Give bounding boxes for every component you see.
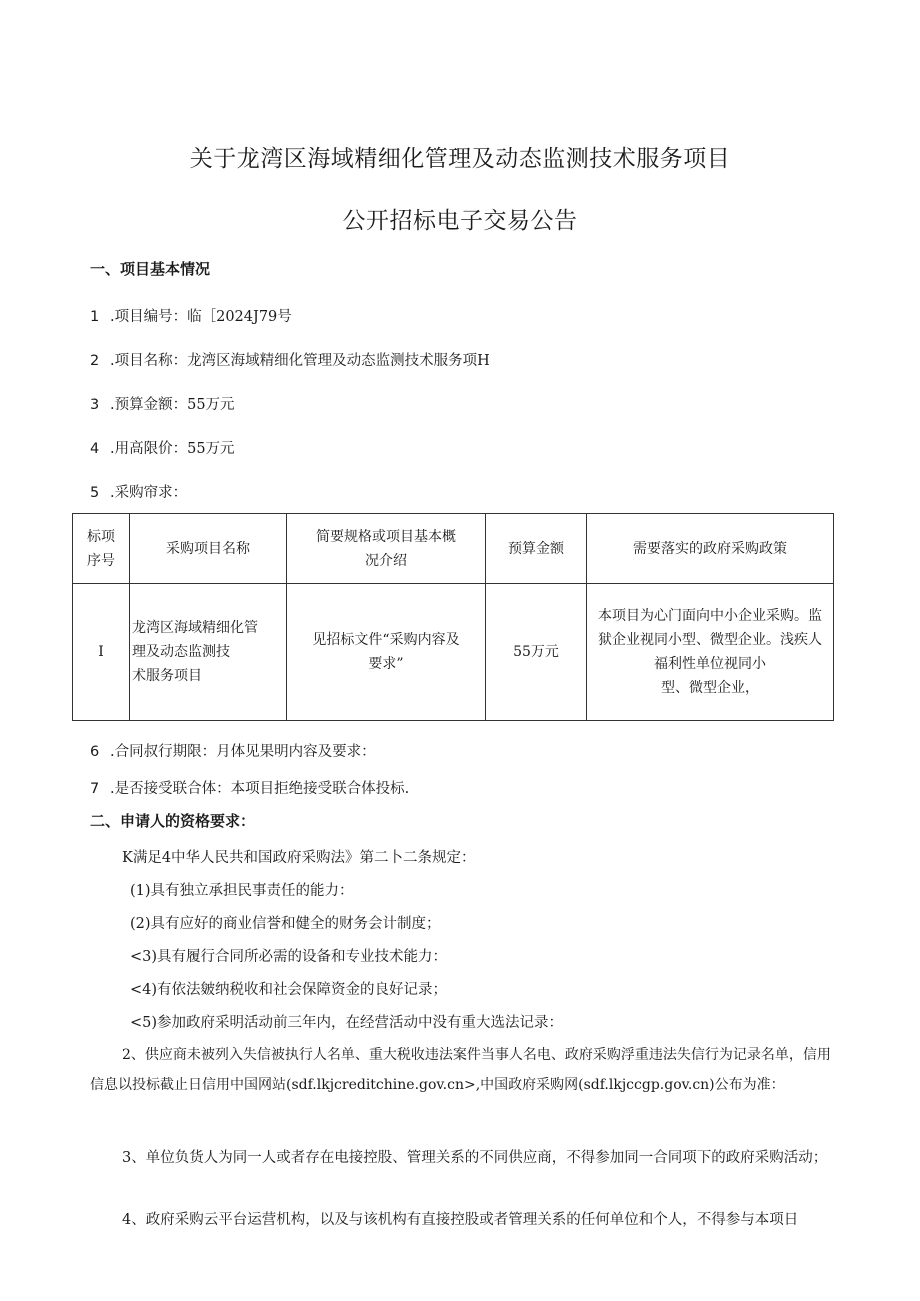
item-consortium — [90, 777, 409, 798]
condition-2: (2)具有应好的商业信誉和健全的财务会计制度； — [130, 916, 441, 932]
item-contract-period — [90, 740, 376, 761]
item-number: 1 — [90, 309, 100, 325]
condition-5: <5)参加政府采明活动前三年内，在经营活动中没有重大选法记录： — [130, 1015, 564, 1031]
section1-heading: 一、项目基本情况 — [90, 260, 211, 278]
table-header-row — [73, 514, 834, 584]
paragraph-affiliation: 3、单位负货人为同一人或者存在电接控股、管理关系的不同供应商，不得参加同一合同项下的政府采购活动； — [122, 1150, 828, 1166]
condition-1: (1)具有独立承担民事责任的能力： — [130, 883, 354, 899]
procurement-table — [72, 513, 834, 721]
header-budget: 预算金额 — [486, 514, 587, 584]
item-project-number — [90, 305, 292, 326]
item-number: 3 — [90, 397, 100, 413]
condition-3: <3)具有履行合同所必需的设备和专业技术能力： — [130, 949, 448, 965]
item-number: 7 — [90, 781, 100, 797]
cell-spec: 见招标文件“采购内容及 要求” — [287, 584, 486, 721]
item-budget — [90, 393, 235, 414]
item-number: 2 — [90, 353, 100, 369]
header-project-name: 采购项目名称 — [130, 514, 287, 584]
header-policy: 需要落实的政府采购政策 — [587, 514, 834, 584]
item-number: 4 — [90, 441, 100, 457]
item-text: .合同叔行期限：月体见果明内容及要求： — [110, 744, 376, 760]
header-spec: 简要规格或项目基本概 况介绍 — [287, 514, 486, 584]
section2-heading: 二、申请人的资格要求： — [90, 812, 256, 830]
header-lot-number: 标项 序号 — [73, 514, 130, 584]
item-project-name — [90, 349, 490, 370]
item-procurement-needs — [90, 481, 187, 502]
item-max-price — [90, 437, 235, 458]
paragraph-platform: 4、政府采购云平台运营机构，以及与该机构有直接控股或者管理关系的任何单位和个人，不得参与本项日 — [122, 1212, 799, 1228]
cell-lot-index: I — [73, 584, 130, 721]
item-text: .是否接受联合体：本项目拒绝接受联合体投标. — [110, 781, 410, 797]
paragraph-credit: 2、供应商未被列入失信被执行人名单、重大税收违法案件当事人名电、政府采购浮重违法失信行为记录名单，信用信息以投标截止日信用中国网站(sdf.lkjcreditchine.gov.cn>,中国政府采购网(sdf.lkjccgp.gov.cn)公布为准： — [90, 1047, 831, 1093]
condition-4: <4)有依法皴纳税收和社会保障资金的良好记录； — [130, 982, 448, 998]
item-number: 6 — [90, 744, 100, 760]
qualification-intro: K满足4中华人民共和国政府采购法》第二卜二条规定： — [122, 850, 476, 866]
item-text: .用高限价：55万元 — [110, 441, 235, 457]
cell-policy: 本项目为心门面向中小企业采购。监 狱企业视同小型、微型企业。浅疾人 福利性单位视同小 型、微型企业， — [587, 584, 834, 721]
document-title-line1: 关于龙湾区海域精细化管理及动态监测技术服务项目 — [189, 146, 731, 172]
cell-project-name: 龙湾区海域精细化管 理及动态监测技 术服务项目 — [130, 584, 287, 721]
item-number: 5 — [90, 485, 100, 501]
item-text: .采购帘求： — [110, 485, 188, 501]
table-row — [73, 584, 834, 721]
item-text: .预算金额：55万元 — [110, 397, 235, 413]
item-text: .项目名称：龙湾区海域精细化管理及动态监测技术服务项H — [110, 353, 490, 369]
cell-budget: 55万元 — [486, 584, 587, 721]
document-title-line2: 公开招标电子交易公告 — [342, 208, 578, 234]
item-text: .项目编号：临［2024J79号 — [110, 309, 292, 325]
